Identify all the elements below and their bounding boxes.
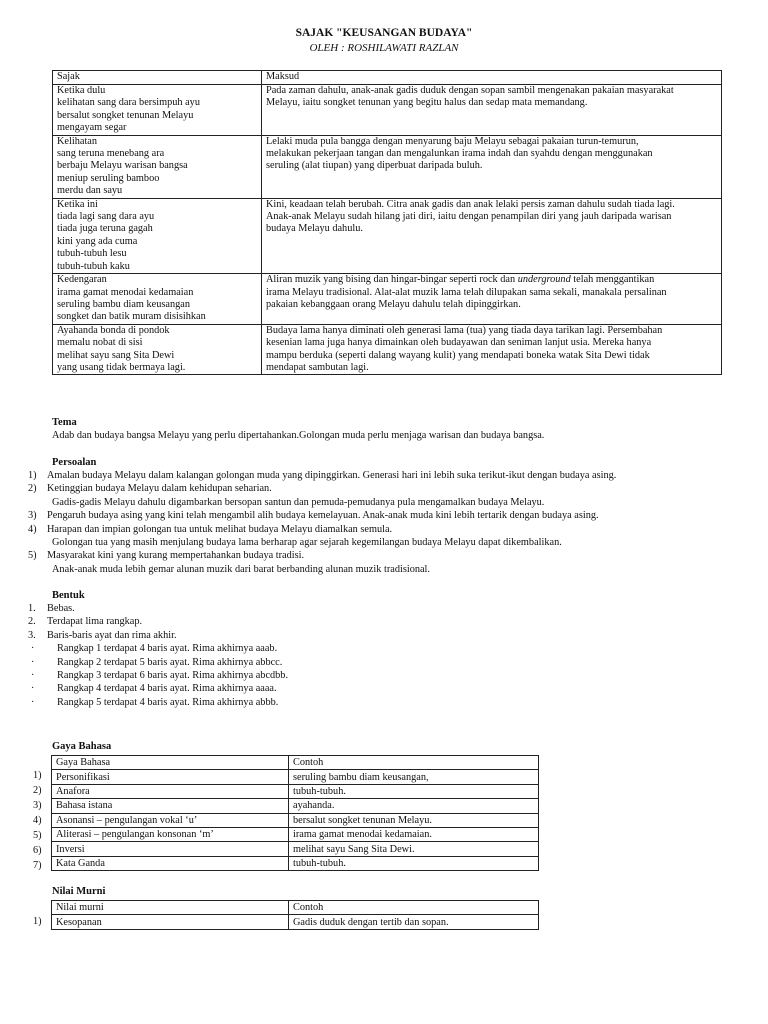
contoh-cell: tubuh-tubuh. [289,784,539,798]
sajak-cell [53,85,262,136]
sajak-line: sang teruna menebang ara [57,148,165,160]
maksud-cell [262,198,722,273]
sajak-line: bersalut songket tenunan Melayu [57,109,194,121]
gaya-bahasa-cell: Personifikasi [52,770,289,784]
persoalan-heading: Persoalan [52,457,97,468]
persoalan-explanation: Gadis-gadis Melayu dahulu digambarkan bersopan santun dan pemuda-pemudanya pula mengamalkan budaya Melayu. [52,496,545,508]
gaya-bahasa-row [52,784,539,798]
bullet-marker: · [31,656,35,668]
maksud-cell [262,85,722,136]
gaya-bahasa-cell: Inversi [52,842,289,856]
gaya-bahasa-cell: Anafora [52,784,289,798]
gaya-bahasa-number: 3) [33,800,42,811]
sajak-line: tiada lagi sang dara ayu [57,211,155,223]
persoalan-item: Masyarakat kini yang kurang mempertahankan budaya tradisi. [47,550,305,562]
gaya-bahasa-cell: Aliterasi – pengulangan konsonan ‘m’ [52,827,289,841]
nilai-cell: Kesopanan [52,915,289,929]
gaya-bahasa-table [51,755,539,871]
persoalan-number: 4) [28,523,37,535]
maksud-line: melakukan pekerjaan tangan dan mengalunkan irama indah dan syahdu dengan menggunakan [266,148,653,160]
persoalan-item: Pengaruh budaya asing yang kini telah mengambil alih budaya kemelayuan. Anak-anak muda kini lebih tertarik dengan budaya asing. [47,510,599,522]
sajak-line: Ketika ini [57,198,98,210]
sajak-cell [53,198,262,273]
rangkap-description: Rangkap 5 terdapat 4 baris ayat. Rima akhirnya abbb. [57,696,279,708]
sajak-header: Sajak [53,71,262,85]
persoalan-explanation: Anak-anak muda lebih gemar alunan muzik dari barat berbanding alunan muzik tradisional. [52,563,430,575]
maksud-line: Aliran muzik yang bising dan hingar-bingar seperti rock dan underground telah menggantikan [266,274,655,286]
sajak-line: seruling bambu diam keusangan [57,298,190,310]
maksud-line: Kini, keadaan telah berubah. Citra anak gadis dan anak lelaki persis zaman dahulu sudah tiada lagi. [266,198,675,210]
bentuk-number: 3. [28,629,36,641]
maksud-line: Lelaki muda pula bangga dengan menyarung baju Melayu sebagai pakaian turun-temurun, [266,135,639,147]
persoalan-explanation: Golongan tua yang masih menjulang budaya lama berharap agar sejarah kegemilangan budaya Melayu dapat dikembalikan. [52,537,562,548]
persoalan-number: 1) [28,470,37,481]
rangkap-description: Rangkap 2 terdapat 5 baris ayat. Rima akhirnya abbcc. [57,656,283,668]
gaya-bahasa-row [52,813,539,827]
bentuk-number: 2. [28,616,36,628]
sajak-line: kini yang ada cuma [57,235,138,247]
sajak-line: meniup seruling bamboo [57,172,160,184]
maksud-line: irama Melayu tradisional. Alat-alat muzik lama telah dilupakan sama sekali, manakala persalinan [266,286,667,298]
sajak-table-body [53,85,722,375]
maksud-line: Budaya lama hanya diminati oleh generasi lama (tua) yang tiada daya tarikan lagi. Persembahan [266,324,663,336]
maksud-line: Melayu, iaitu songket tenunan yang begitu halus dan sedap mata memandang. [266,97,588,109]
bentuk-item: Terdapat lima rangkap. [47,616,143,628]
maksud-line: budaya Melayu dahulu. [266,223,363,235]
persoalan-number: 5) [28,550,37,562]
maksud-line: pakaian kebanggaan orang Melayu dahulu telah dipinggirkan. [266,298,521,310]
sajak-line: memalu nobat di sisi [57,337,143,349]
sajak-cell [53,324,262,375]
persoalan-number: 3) [28,510,37,522]
bentuk-item: Baris-baris ayat dan rima akhir. [47,629,177,641]
sajak-line: Kedengaran [57,274,107,286]
sajak-line: Ketika dulu [57,85,106,96]
contoh-cell: irama gamat menodai kedamaian. [289,827,539,841]
tema-text: Adab dan budaya bangsa Melayu yang perlu dipertahankan.Golongan muda perlu menjaga warisan dan budaya bangsa. [52,430,545,441]
gaya-bahasa-number: 7) [33,860,42,871]
maksud-cell [262,324,722,375]
maksud-header: Maksud [262,71,722,85]
gaya-bahasa-number: 1) [33,770,42,781]
nilai-murni-header-row [52,901,539,915]
gaya-bahasa-row [52,770,539,784]
sajak-row [53,324,722,375]
maksud-line: Anak-anak Melayu sudah hilang jati diri, iaitu dengan penampilan diri yang jauh daripada warisan [266,211,672,223]
sajak-line: songket dan batik muram disisihkan [57,311,206,323]
contoh-cell: melihat sayu Sang Sita Dewi. [289,842,539,856]
persoalan-item: Ketinggian budaya Melayu dalam kehidupan seharian. [47,483,272,495]
bullet-marker: · [31,696,35,708]
rangkap-description: Rangkap 1 terdapat 4 baris ayat. Rima akhirnya aaab. [57,643,278,655]
rangkap-description: Rangkap 3 terdapat 6 baris ayat. Rima akhirnya abcdbb. [57,670,289,681]
contoh-cell: seruling bambu diam keusangan, [289,770,539,784]
gaya-bahasa-number: 5) [33,830,42,841]
sajak-line: irama gamat menodai kedamaian [57,286,194,298]
gaya-bahasa-cell: Kata Ganda [52,856,289,870]
sajak-line: melihat sayu sang Sita Dewi [57,349,175,361]
maksud-cell [262,274,722,325]
maksud-line: kesenian lama juga hanya dimainkan oleh budayawan dan seniman lanjut usia. Mereka hanya [266,337,652,349]
sajak-row [53,198,722,273]
sajak-line: mengayam segar [57,122,127,134]
bentuk-heading: Bentuk [52,590,85,601]
document-title: SAJAK "KEUSANGAN BUDAYA" [295,27,473,39]
sajak-row [53,135,722,198]
sajak-row [53,85,722,136]
nilai-murni-body [52,915,539,929]
nilai-contoh-header: Contoh [289,901,539,915]
bentuk-item: Bebas. [47,603,75,614]
gaya-bahasa-row [52,827,539,841]
gaya-bahasa-cell: Bahasa istana [52,799,289,813]
gaya-bahasa-number: 4) [33,815,42,826]
tema-heading: Tema [52,417,77,428]
document-author: OLEH : ROSHILAWATI RAZLAN [309,42,459,54]
sajak-row [53,274,722,325]
maksud-line: mampu berduka (seperti dalang wayang kulit) yang mendapati boneka watak Sita Dewi tidak [266,349,650,361]
contoh-cell: bersalut songket tenunan Melayu. [289,813,539,827]
rangkap-description: Rangkap 4 terdapat 4 baris ayat. Rima akhirnya aaaa. [57,683,277,695]
sajak-table-header [53,71,722,85]
nilai-murni-heading: Nilai Murni [52,886,106,897]
maksud-cell [262,135,722,198]
bullet-marker: · [31,643,35,655]
gaya-bahasa-header-row [52,756,539,770]
persoalan-item: Amalan budaya Melayu dalam kalangan golongan muda yang dipinggirkan. Generasi hari ini lebih suka terikut-ikut dengan budaya asing. [47,470,617,481]
sajak-line: tiada juga teruna gagah [57,223,153,235]
sajak-line: berbaju Melayu warisan bangsa [57,160,188,172]
maksud-line: mendapat sambutan lagi. [266,361,369,373]
nilai-contoh-cell: Gadis duduk dengan tertib dan sopan. [289,915,539,929]
sajak-line: merdu dan sayu [57,185,123,197]
sajak-line: kelihatan sang dara bersimpuh ayu [57,97,200,109]
gaya-bahasa-body [52,770,539,871]
gaya-bahasa-number: 2) [33,785,42,796]
sajak-line: yang usang tidak bermaya lagi. [57,361,186,373]
gaya-bahasa-heading: Gaya Bahasa [52,741,112,752]
sajak-line: Kelihatan [57,135,98,147]
nilai-murni-table [51,900,539,930]
nilai-murni-header: Nilai murni [52,901,289,915]
bullet-marker: · [31,683,35,695]
gaya-bahasa-row [52,799,539,813]
gaya-bahasa-row [52,856,539,870]
sajak-line: tubuh-tubuh lesu [57,248,127,260]
contoh-cell: tubuh-tubuh. [289,856,539,870]
sajak-cell [53,135,262,198]
sajak-cell [53,274,262,325]
gaya-bahasa-cell: Asonansi – pengulangan vokal ‘u’ [52,813,289,827]
persoalan-item: Harapan dan impian golongan tua untuk melihat budaya Melayu diamalkan semula. [47,523,393,535]
maksud-line: seruling (alat tiupan) yang diperbuat daripada buluh. [266,160,483,172]
bentuk-number: 1. [28,603,36,614]
gaya-bahasa-header: Gaya Bahasa [52,756,289,770]
nilai-murni-number: 1) [33,916,42,927]
sajak-line: Ayahanda bonda di pondok [57,324,170,336]
contoh-header: Contoh [289,756,539,770]
bullet-marker: · [31,670,35,681]
nilai-murni-row [52,915,539,929]
maksud-line: Pada zaman dahulu, anak-anak gadis duduk dengan sopan sambil mengenakan pakaian masyarakat [266,85,674,96]
gaya-bahasa-row [52,842,539,856]
sajak-line: tubuh-tubuh kaku [57,260,130,272]
gaya-bahasa-number: 6) [33,845,42,856]
persoalan-number: 2) [28,483,37,495]
sajak-table [52,70,722,375]
contoh-cell: ayahanda. [289,799,539,813]
